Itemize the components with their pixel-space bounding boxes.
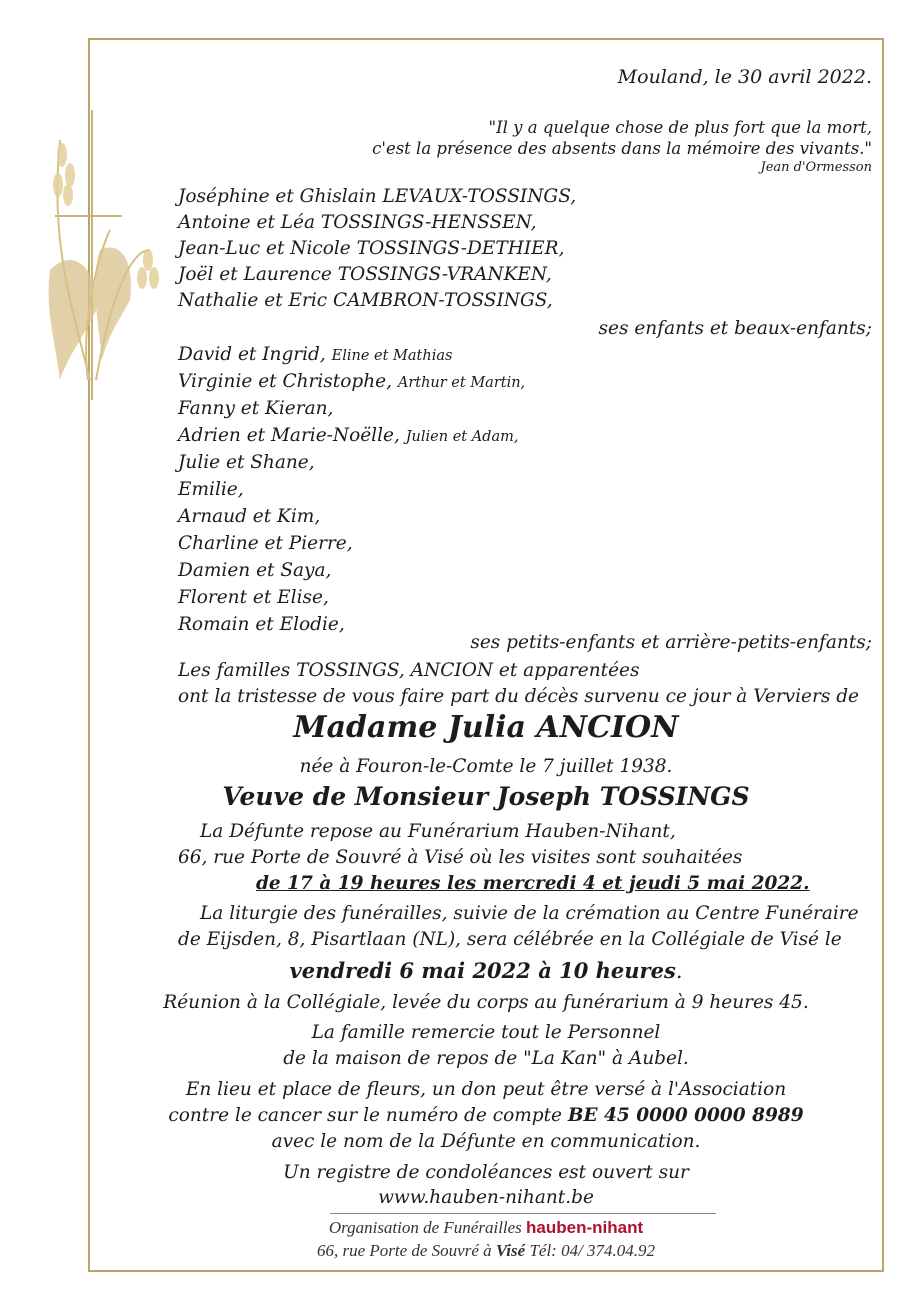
donation-line: avec le nom de la Défunte en communication.	[271, 1131, 701, 1152]
widow-line: Veuve de Monsieur Joseph TOSSINGS	[222, 782, 750, 811]
list-item: Damien et Saya,	[178, 560, 332, 581]
list-item: Joséphine et Ghislain LEVAUX-TOSSINGS,	[178, 186, 577, 207]
list-item: Florent et Elise,	[178, 587, 329, 608]
visitation-line: 66, rue Porte de Souvré à Visé où les visites sont souhaitées	[178, 847, 743, 868]
thanks-line: La famille remercie tout le Personnel	[311, 1022, 661, 1043]
announcement-line: ont la tristesse de vous faire part du décès survenu ce jour à Verviers de	[178, 686, 859, 707]
thanks-line: de la maison de repos de "La Kan" à Aubel.	[283, 1048, 689, 1069]
date-line: Mouland, le 30 avril 2022.	[617, 66, 872, 88]
grandchildren-label: ses petits-enfants et arrière-petits-enfants;	[470, 632, 872, 653]
condolences-line: Un registre de condoléances est ouvert sur	[283, 1162, 689, 1183]
meeting-line: Réunion à la Collégiale, levée du corps au funérarium à 9 heures 45.	[163, 992, 809, 1013]
brand-logo: hauben-nihant	[526, 1218, 644, 1237]
list-item: Nathalie et Eric CAMBRON-TOSSINGS,	[178, 290, 553, 311]
children-label: ses enfants et beaux-enfants;	[598, 318, 872, 339]
list-item: Virginie et Christophe, Arthur et Martin,	[178, 371, 526, 392]
quote-line: c'est la présence des absents dans la mémoire des vivants."	[372, 139, 872, 158]
list-item: Fanny et Kieran,	[178, 398, 334, 419]
children-list	[178, 184, 576, 314]
list-item: Antoine et Léa TOSSINGS-HENSSEN,	[178, 212, 537, 233]
list-item: Romain et Elodie,	[178, 614, 345, 635]
list-item: Adrien et Marie-Noëlle, Julien et Adam,	[178, 425, 519, 446]
list-item: Julie et Shane,	[178, 452, 315, 473]
list-item: Arnaud et Kim,	[178, 506, 321, 527]
visitation-line: La Défunte repose au Funérarium Hauben-Nihant,	[200, 821, 676, 842]
funeral-line: de Eijsden, 8, Pisartlaan (NL), sera célébrée en la Collégiale de Visé le	[178, 929, 842, 950]
list-item: Joël et Laurence TOSSINGS-VRANKEN,	[178, 264, 552, 285]
quote	[372, 117, 872, 159]
condolences-url[interactable]: www.hauben-nihant.be	[378, 1187, 594, 1208]
funeral-line: La liturgie des funérailles, suivie de la crémation au Centre Funéraire	[200, 903, 859, 924]
donation-line: contre le cancer sur le numéro de compte BE 45 0000 0000 8989	[168, 1105, 804, 1126]
birth-line: née à Fouron-le-Comte le 7 juillet 1938.	[299, 756, 673, 777]
list-item: Charline et Pierre,	[178, 533, 353, 554]
footer-divider	[330, 1213, 716, 1214]
funeral-date: vendredi 6 mai 2022 à 10 heures.	[289, 958, 683, 983]
families-line: Les familles TOSSINGS, ANCION et apparentées	[178, 660, 640, 681]
list-item: David et Ingrid, Eline et Mathias	[178, 344, 453, 365]
list-item: Jean-Luc et Nicole TOSSINGS-DETHIER,	[178, 238, 565, 259]
visitation-hours: de 17 à 19 heures les mercredi 4 et jeudi 5 mai 2022.	[256, 873, 810, 894]
announcement	[178, 658, 859, 710]
footer-org: Organisation de Funérailles hauben-nihant	[328, 1218, 644, 1237]
quote-author: Jean d'Ormesson	[760, 160, 872, 175]
deceased-name: Madame Julia ANCION	[293, 710, 679, 745]
wheat-cross-icon	[30, 100, 170, 400]
donation-line: En lieu et place de fleurs, un don peut être versé à l'Association	[185, 1079, 787, 1100]
list-item: Emilie,	[178, 479, 244, 500]
account-number: BE 45 0000 0000 8989	[567, 1105, 804, 1126]
grandchildren-list	[178, 342, 525, 639]
quote-line: "Il y a quelque chose de plus fort que la mort,	[488, 118, 872, 137]
footer-address: 66, rue Porte de Souvré à Visé Tél: 04/ 374.04.92	[316, 1241, 656, 1260]
